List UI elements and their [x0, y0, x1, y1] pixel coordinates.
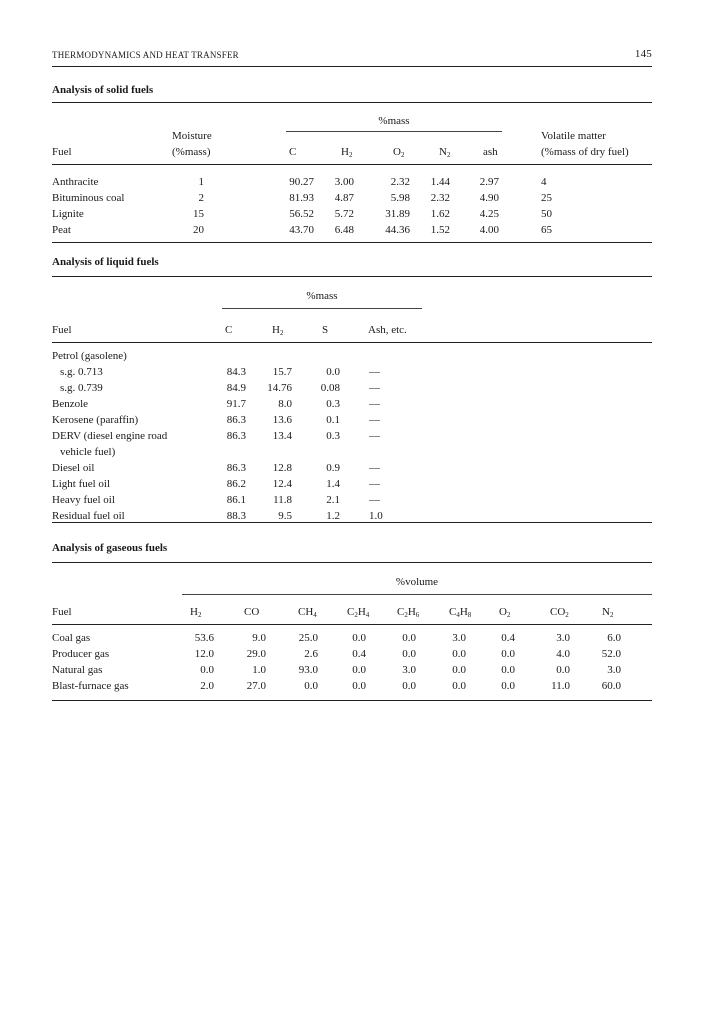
- gaseous-row-h2: 2.0: [200, 680, 214, 692]
- solid-row-fuel: Lignite: [52, 208, 84, 220]
- gaseous-row-c2h6: 3.0: [402, 664, 416, 676]
- solid-col-fuel: Fuel: [52, 146, 72, 158]
- gaseous-col-ch4: $CH_4$: [298, 606, 317, 619]
- solid-group-label: %mass: [378, 115, 410, 127]
- gaseous-row-fuel: Blast-furnace gas: [52, 680, 129, 692]
- liquid-row-fuel: vehicle fuel): [60, 446, 116, 458]
- gaseous-col-c4h8: $C_4H_8$: [449, 606, 472, 619]
- solid-row-volatile: 50: [541, 208, 552, 220]
- liquid-row-h2: 13.4: [272, 430, 292, 442]
- liquid-row-ash: —: [369, 414, 380, 426]
- liquid-row-ash: —: [369, 430, 380, 442]
- liquid-row-s: 1.4: [326, 478, 340, 490]
- solid-row-o2: 5.98: [390, 192, 410, 204]
- solid-col-o2: $O_2$: [393, 146, 405, 159]
- liquid-top-rule: [52, 276, 652, 277]
- liquid-row-h2: 13.6: [272, 414, 292, 426]
- gaseous-group-label: %volume: [395, 576, 439, 588]
- gaseous-row-c4h8: 0.0: [452, 648, 466, 660]
- gaseous-row-c2h4: 0.4: [352, 648, 366, 660]
- gaseous-row-n2: 3.0: [607, 664, 621, 676]
- gaseous-row-co: 29.0: [246, 648, 266, 660]
- solid-col-h2: $H_2$: [341, 146, 353, 159]
- solid-bottom-rule: [52, 242, 652, 243]
- solid-row-n2: 1.52: [430, 224, 450, 236]
- solid-fuels-title: Analysis of solid fuels: [52, 84, 154, 96]
- solid-row-n2: 2.32: [430, 192, 450, 204]
- solid-row-n2: 1.62: [430, 208, 450, 220]
- gaseous-row-ch4: 0.0: [304, 680, 318, 692]
- solid-col-moisture-2: (%mass): [172, 146, 211, 158]
- liquid-row-fuel: s.g. 0.713: [60, 366, 103, 378]
- gaseous-row-ch4: 93.0: [298, 664, 318, 676]
- liquid-row-fuel: DERV (diesel engine road: [52, 430, 168, 442]
- solid-row-h2: 6.48: [334, 224, 354, 236]
- liquid-row-fuel: Residual fuel oil: [52, 510, 125, 522]
- gaseous-col-c2h4: $C_2H_4$: [347, 606, 370, 619]
- solid-row-c: 43.70: [289, 224, 314, 236]
- gaseous-row-fuel: Natural gas: [52, 664, 103, 676]
- liquid-row-h2: 15.7: [272, 366, 292, 378]
- gaseous-row-ch4: 25.0: [298, 632, 318, 644]
- gaseous-row-n2: 60.0: [601, 680, 621, 692]
- liquid-row-h2: 9.5: [278, 510, 292, 522]
- solid-row-volatile: 25: [541, 192, 552, 204]
- solid-row-volatile: 65: [541, 224, 552, 236]
- liquid-row-c: 84.3: [226, 366, 246, 378]
- gaseous-row-co2: 3.0: [556, 632, 570, 644]
- solid-row-h2: 4.87: [334, 192, 354, 204]
- solid-row-c: 90.27: [289, 176, 314, 188]
- solid-col-volatile-2: (%mass of dry fuel): [541, 146, 629, 158]
- solid-col-n2: $N_2$: [439, 146, 451, 159]
- solid-col-ash: ash: [483, 146, 498, 158]
- gaseous-row-c2h6: 0.0: [402, 632, 416, 644]
- gaseous-row-c2h4: 0.0: [352, 632, 366, 644]
- liquid-row-fuel: s.g. 0.739: [60, 382, 103, 394]
- solid-row-ash: 4.25: [479, 208, 499, 220]
- liquid-row-s: 0.0: [326, 366, 340, 378]
- page-number: 145: [634, 48, 652, 60]
- gaseous-header-rule: [52, 624, 652, 625]
- gaseous-row-co: 9.0: [252, 632, 266, 644]
- liquid-row-s: 2.1: [326, 494, 340, 506]
- gaseous-row-h2: 0.0: [200, 664, 214, 676]
- gaseous-row-c2h6: 0.0: [402, 648, 416, 660]
- liquid-row-h2: 8.0: [278, 398, 292, 410]
- liquid-row-c: 88.3: [226, 510, 246, 522]
- liquid-row-ash: —: [369, 382, 380, 394]
- solid-row-fuel: Anthracite: [52, 176, 99, 188]
- gaseous-row-fuel: Coal gas: [52, 632, 91, 644]
- liquid-header-rule: [52, 342, 652, 343]
- gaseous-row-co2: 4.0: [556, 648, 570, 660]
- gaseous-row-ch4: 2.6: [304, 648, 318, 660]
- gaseous-row-c4h8: 3.0: [452, 632, 466, 644]
- liquid-fuels-title: Analysis of liquid fuels: [52, 256, 159, 268]
- liquid-row-c: 86.3: [226, 430, 246, 442]
- gaseous-row-n2: 6.0: [607, 632, 621, 644]
- solid-row-ash: 4.00: [479, 224, 499, 236]
- gaseous-row-n2: 52.0: [601, 648, 621, 660]
- solid-row-n2: 1.44: [430, 176, 450, 188]
- solid-row-ash: 4.90: [479, 192, 499, 204]
- liquid-group-label: %mass: [306, 290, 338, 302]
- liquid-group-rule: [222, 308, 422, 309]
- liquid-row-s: 0.3: [326, 398, 340, 410]
- liquid-row-fuel: Benzole: [52, 398, 89, 410]
- liquid-row-c: 86.2: [226, 478, 246, 490]
- solid-row-fuel: Peat: [52, 224, 71, 236]
- gaseous-group-rule: [182, 594, 652, 595]
- gaseous-row-o2: 0.0: [501, 664, 515, 676]
- liquid-row-s: 1.2: [326, 510, 340, 522]
- solid-top-rule: [52, 102, 652, 103]
- solid-row-moisture: 15: [193, 208, 204, 220]
- solid-row-c: 56.52: [289, 208, 314, 220]
- liquid-row-s: 0.08: [320, 382, 340, 394]
- gaseous-bottom-rule: [52, 700, 652, 701]
- solid-row-o2: 2.32: [390, 176, 410, 188]
- liquid-row-fuel: Petrol (gasolene): [52, 350, 127, 362]
- gaseous-col-h2: $H_2$: [190, 606, 202, 619]
- gaseous-row-c2h4: 0.0: [352, 664, 366, 676]
- solid-row-h2: 3.00: [334, 176, 354, 188]
- liquid-row-fuel: Light fuel oil: [52, 478, 111, 490]
- gaseous-col-co: CO: [244, 606, 260, 618]
- solid-col-c: C: [289, 146, 297, 158]
- solid-row-h2: 5.72: [334, 208, 354, 220]
- gaseous-row-co2: 0.0: [556, 664, 570, 676]
- solid-group-rule: [286, 131, 502, 132]
- liquid-row-fuel: Heavy fuel oil: [52, 494, 115, 506]
- solid-row-moisture: 1: [198, 176, 204, 188]
- liquid-row-fuel: Kerosene (paraffin): [52, 414, 139, 426]
- gaseous-row-c4h8: 0.0: [452, 680, 466, 692]
- liquid-row-h2: 14.76: [267, 382, 292, 394]
- liquid-row-ash: —: [369, 462, 380, 474]
- solid-header-rule: [52, 164, 652, 165]
- gaseous-row-fuel: Producer gas: [52, 648, 110, 660]
- gaseous-top-rule: [52, 562, 652, 563]
- liquid-row-ash: —: [369, 398, 380, 410]
- gaseous-row-c4h8: 0.0: [452, 664, 466, 676]
- solid-row-o2: 31.89: [385, 208, 410, 220]
- header-rule: [52, 66, 652, 67]
- running-title: THERMODYNAMICS AND HEAT TRANSFER: [52, 50, 239, 60]
- liquid-row-fuel: Diesel oil: [52, 462, 95, 474]
- solid-col-volatile-1: Volatile matter: [541, 130, 606, 142]
- liquid-row-h2: 12.8: [272, 462, 292, 474]
- liquid-row-c: 86.3: [226, 414, 246, 426]
- gaseous-row-o2: 0.4: [501, 632, 515, 644]
- gaseous-col-c2h6: $C_2H_6$: [397, 606, 420, 619]
- liquid-row-ash: 1.0: [369, 510, 383, 522]
- liquid-row-c: 84.9: [226, 382, 246, 394]
- solid-row-moisture: 20: [193, 224, 204, 236]
- gaseous-row-co: 1.0: [252, 664, 266, 676]
- gaseous-col-fuel: Fuel: [52, 606, 72, 618]
- gaseous-row-c2h6: 0.0: [402, 680, 416, 692]
- gaseous-row-h2: 12.0: [194, 648, 214, 660]
- gaseous-row-co2: 11.0: [551, 680, 570, 692]
- solid-row-c: 81.93: [289, 192, 314, 204]
- gaseous-fuels-title: Analysis of gaseous fuels: [52, 542, 168, 554]
- liquid-col-ash: Ash, etc.: [368, 324, 407, 336]
- gaseous-col-n2: $N_2$: [602, 606, 614, 619]
- solid-col-moisture-1: Moisture: [172, 130, 212, 142]
- gaseous-row-o2: 0.0: [501, 648, 515, 660]
- liquid-row-ash: —: [369, 494, 380, 506]
- gaseous-row-co: 27.0: [246, 680, 266, 692]
- solid-row-moisture: 2: [198, 192, 204, 204]
- liquid-col-fuel: Fuel: [52, 324, 72, 336]
- solid-row-ash: 2.97: [479, 176, 499, 188]
- liquid-row-c: 91.7: [226, 398, 246, 410]
- liquid-row-c: 86.3: [226, 462, 246, 474]
- liquid-row-c: 86.1: [226, 494, 246, 506]
- liquid-row-h2: 12.4: [272, 478, 292, 490]
- gaseous-row-o2: 0.0: [501, 680, 515, 692]
- solid-row-fuel: Bituminous coal: [52, 192, 125, 204]
- solid-row-o2: 44.36: [385, 224, 410, 236]
- gaseous-row-h2: 53.6: [194, 632, 214, 644]
- liquid-bottom-rule: [52, 522, 652, 523]
- solid-row-volatile: 4: [541, 176, 547, 188]
- gaseous-col-co2: $CO_2$: [550, 606, 569, 619]
- liquid-row-ash: —: [369, 478, 380, 490]
- liquid-col-c: C: [225, 324, 233, 336]
- liquid-row-ash: —: [369, 366, 380, 378]
- liquid-col-h2: $H_2$: [272, 324, 284, 337]
- gaseous-row-c2h4: 0.0: [352, 680, 366, 692]
- liquid-row-s: 0.1: [326, 414, 340, 426]
- liquid-col-s: S: [322, 324, 329, 336]
- gaseous-col-o2: $O_2$: [499, 606, 511, 619]
- liquid-row-s: 0.9: [326, 462, 340, 474]
- liquid-row-s: 0.3: [326, 430, 340, 442]
- liquid-row-h2: 11.8: [273, 494, 292, 506]
